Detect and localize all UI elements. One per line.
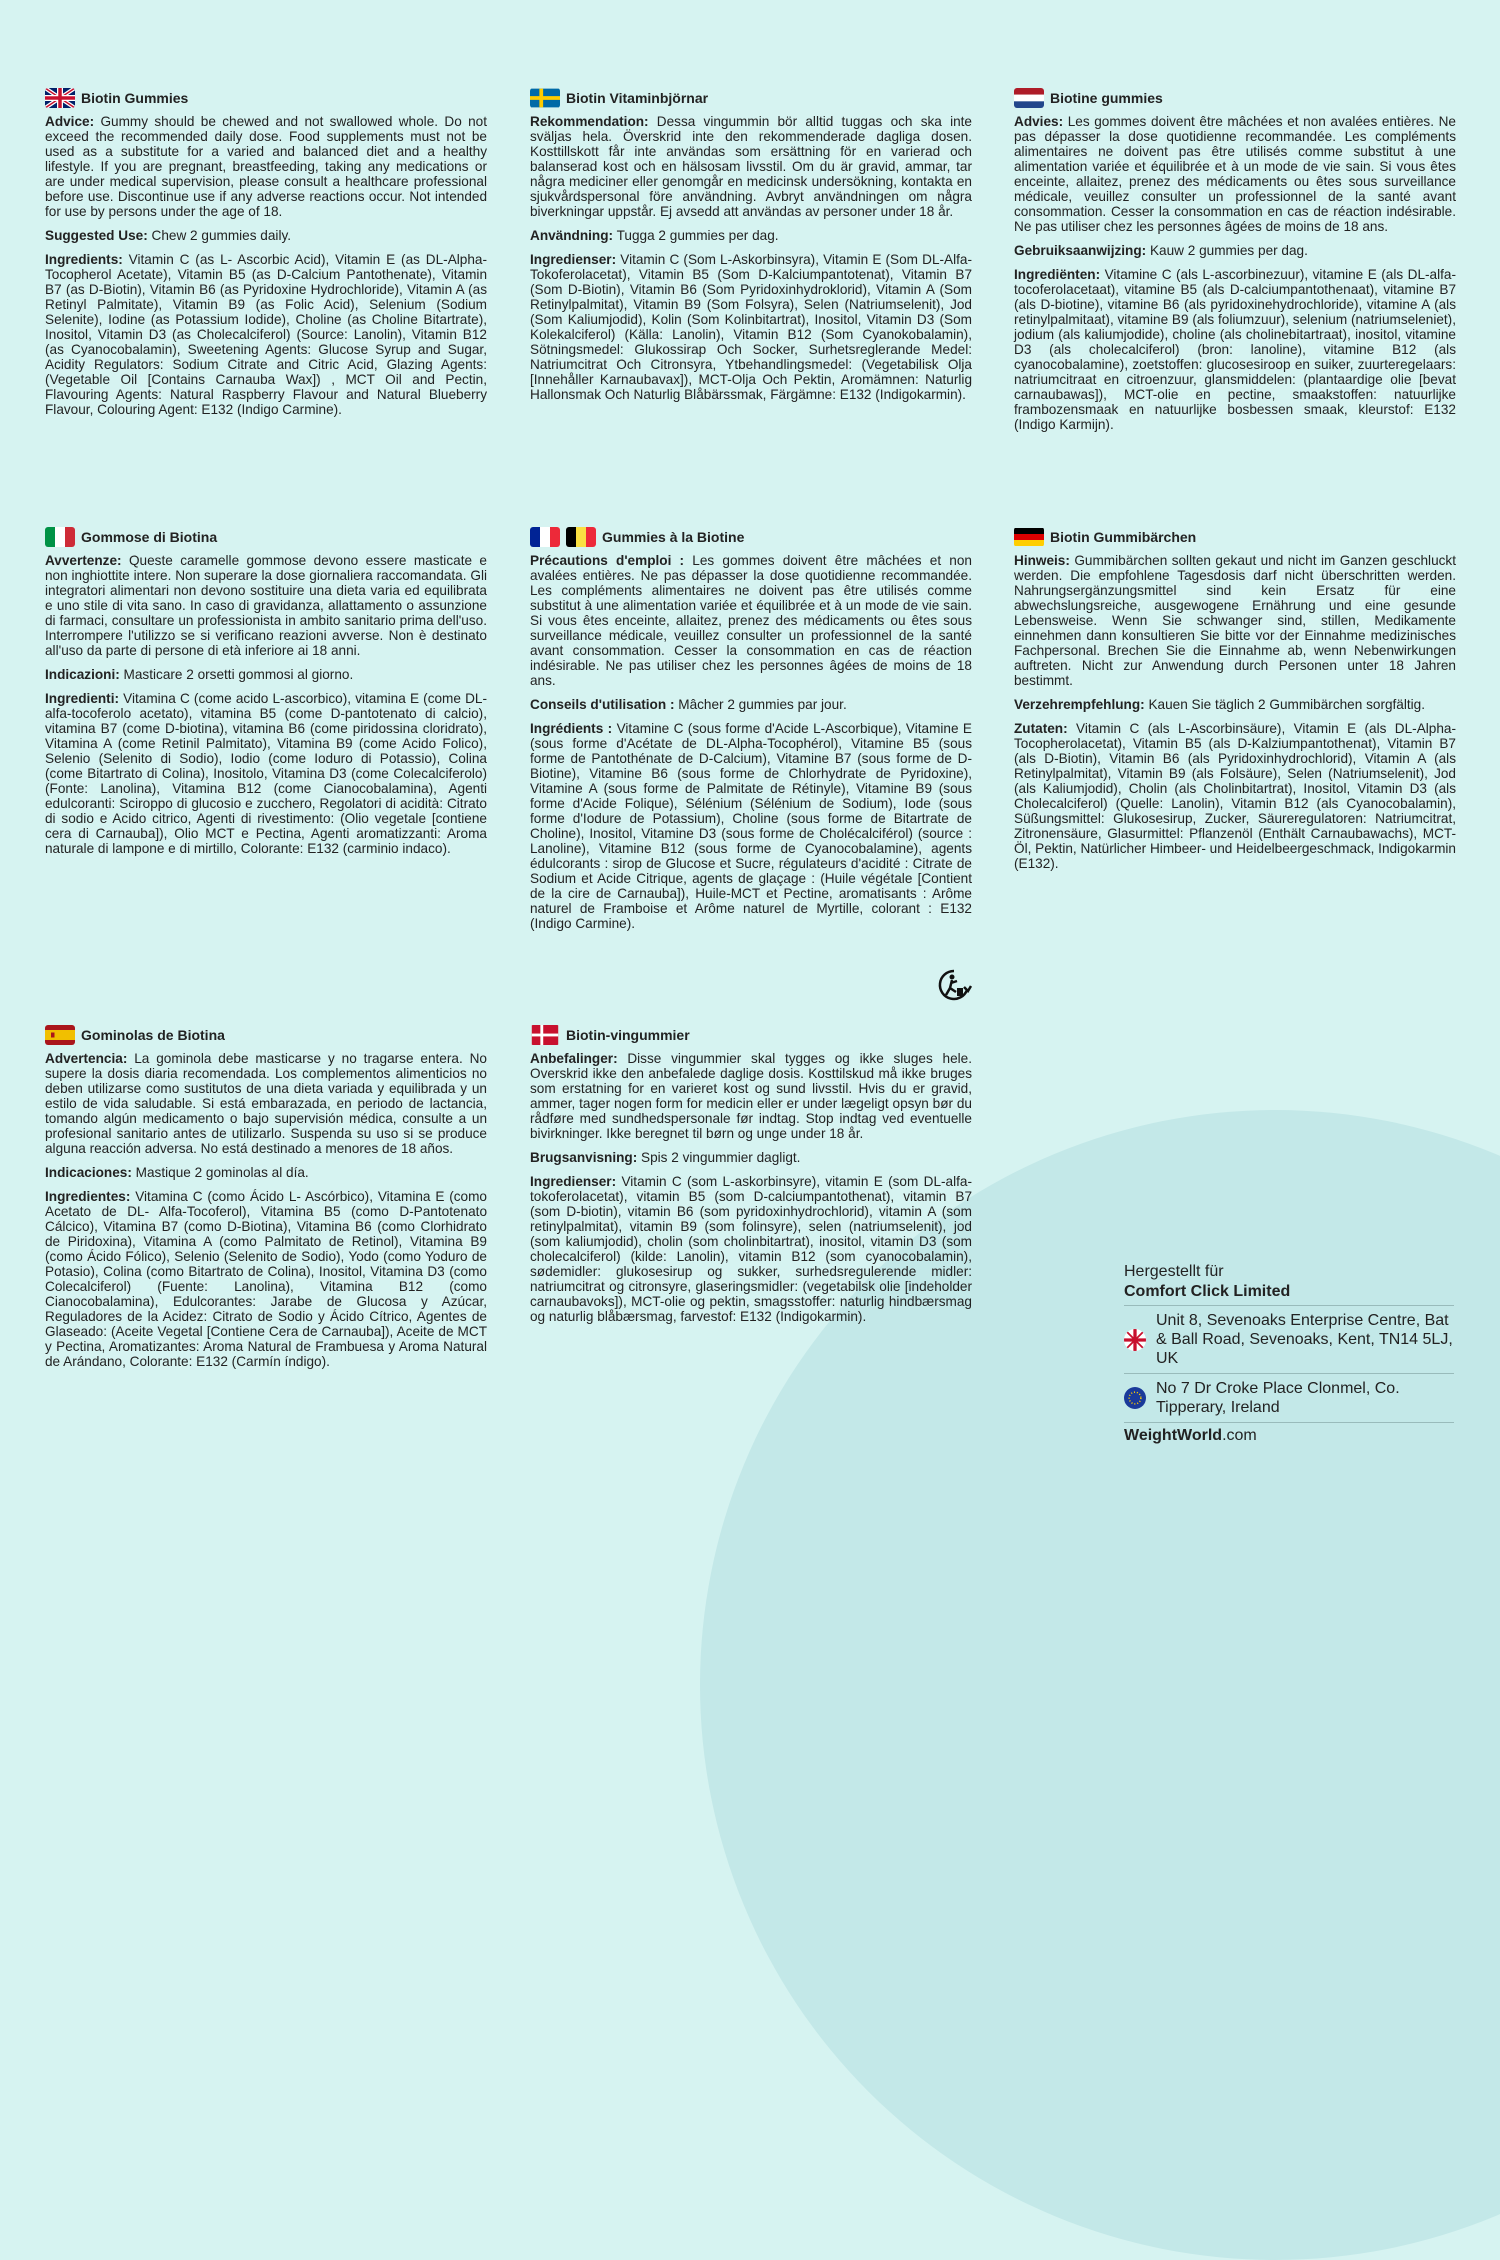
website[interactable]: WeightWorld.com	[1124, 1427, 1257, 1444]
section-de	[1014, 527, 1456, 880]
advice-paragraph: Rekommendation: Dessa vingummin bör alltid tuggas och ska inte sväljas hela. Överskrid inte den rekommenderade dagliga dosen. Kosttillskott får inte användas som ersättning för en varierad och balanserad kost och en hälsosam livsstil. Om du är gravid, ammar, tar några mediciner eller genomgår en medicinsk undersökning, kontakta en sjukvårdspersonal före användning. Avbryt användningen om några biverkningar uppstår. Ej avsedd att användas av personer under 18 år.	[530, 114, 972, 219]
section-header	[530, 88, 972, 108]
advice-paragraph: Advies: Les gommes doivent être mâchées et non avalées entières. Ne pas dépasser la dose quotidienne recommandée. Les compléments alimentaires ne doivent pas être utilisés comme substitut à une alimentation variée et équilibrée et à un mode de vie sain. Si vous êtes enceinte, allaitez, prenez des médicaments ou êtes sous surveillance médicale, veuillez consulter un professionnel de la santé avant consommation. Cesser la consommation en cas de réaction indésirable. Ne pas utiliser chez les personnes âgées de moins de 18 ans.	[1014, 114, 1456, 234]
netherlands-flag-icon	[1014, 88, 1044, 108]
advice-paragraph: Anbefalinger: Disse vingummier skal tygges og ikke sluges hele. Overskrid ikke den anbefalede daglige dosis. Kosttilskud må ikke bruges som erstatning for en varieret kost og sund livsstil. Hvis du er gravid, ammer, tager nogen form for medicin eller er under lægeligt opsyn bør du rådføre med sundhedspersonale før indtag. Stop indtag ved eventuelle bivirkninger. Ikke beregnet til børn og unge under 18 år.	[530, 1051, 972, 1141]
ingredients-paragraph: Ingredientes: Vitamina C (como Ácido L- Ascórbico), Vitamina E (como Acetato de DL- Alfa-Tocoferol), Vitamina B5 (como D-Pantotenato Cálcico), Vitamina B7 (como D-Biotina), Vitamina B6 (como Clorhidrato de Piridoxina), Vitamina A (como Palmitato de Retinol), Vitamina B9 (como Ácido Fólico), Selenio (Selenito de Sodio), Yodo (como Yoduro de Potasio), Colina (como Bitartrato de Colina), Inositol, Vitamina D3 (como Colecalciferol) (Fuente: Lanolina), Vitamina B12 (como Cianocobalamina), Edulcorantes: Jarabe de Glucosa y Azúcar, Reguladores de la Acidez: Citrato de Sodio y Ácido Cítrico, Agentes de Glaseado: (Aceite Vegetal [Contiene Cera de Carnauba]), Aceite de MCT y Pectina, Aromatizantes: Aroma Natural de Frambuesa y Aroma Natural de Arándano, Colorante: E132 (Carmín índigo).	[45, 1189, 487, 1369]
eu-address-text: No 7 Dr Croke Place Clonmel, Co. Tipperary, Ireland	[1156, 1380, 1400, 1416]
section-fr	[530, 527, 972, 940]
section-nl	[1014, 88, 1456, 441]
advice-paragraph: Advertencia: La gominola debe masticarse y no tragarse entera. No supere la dosis diaria recomendada. Los complementos alimenticios no deben utilizarse como sustitutos de una dieta variada y equilibrada y un estilo de vida saludable. Si está embarazada, en periodo de lactancia, tomando algún medicamento o bajo supervisión médica, consulte a un profesional sanitario antes de utilizarlo. Suspenda su uso si se produce alguna reacción adversa. No está destinado a menores de 18 años.	[45, 1051, 487, 1156]
advice-paragraph: Précautions d'emploi : Les gommes doivent être mâchées et non avalées entières. Ne pas dépasser la dose quotidienne recommandée. Les compléments alimentaires ne doivent pas être utilisés comme substitut à une alimentation variée et équilibrée et à un mode de vie sain. Si vous êtes enceinte, allaitez, prenez des médicaments ou êtes sous surveillance médicale, veuillez consulter un professionnel de la santé avant consommation. Cesser la consommation en cas de réaction indésirable. Ne pas utiliser chez les personnes âgées de moins de 18 ans.	[530, 553, 972, 688]
usage-paragraph: Indicazioni: Masticare 2 orsetti gommosi al giorno.	[45, 667, 354, 682]
made-for-label: Hergestellt für	[1124, 1263, 1224, 1280]
section-header	[45, 88, 487, 108]
ingredients-paragraph: Zutaten: Vitamin C (als L-Ascorbinsäure), Vitamin E (als DL-Alpha-Tocopherolacetat), Vitamin B5 (als D-Kalziumpantothenat), Vitamin B7 (als D-Biotin), Vitamin B6 (als Pyridoxinhydrochlorid), Vitamin A (als Retinylpalmitat), Vitamin B9 (als Folsäure), Selen (Natriumselenit), Jod (als Kaliumjodid), Cholin (als Cholinbitartrat), Inositol, Vitamin D3 (als Cholecalciferol) (Quelle: Lanolin), Vitamin B12 (als Cyanocobalamin), Süßungsmittel: Glukosesirup, Zucker, Säureregulatoren: Natriumcitrat, Zitronensäure, Glasurmittel: Pflanzenöl (Enthält Carnaubawachs), MCT-Öl, Pektin, Natürlicher Himbeer- und Heidelbeergeschmack, Indigokarmin (E132).	[1014, 721, 1456, 871]
recycle-icon	[936, 968, 972, 1002]
usage-paragraph: Conseils d'utilisation : Mâcher 2 gummies par jour.	[530, 697, 847, 712]
section-title: Biotin Gummies	[81, 89, 189, 106]
manufacturer-footer	[1124, 1262, 1454, 1445]
eu-address	[1124, 1374, 1454, 1423]
belgium-flag-icon	[566, 527, 596, 547]
uk-flag-icon	[45, 88, 75, 108]
uk-address-text: Unit 8, Sevenoaks Enterprise Centre, Bat & Ball Road, Sevenoaks, Kent, TN14 5LJ, UK	[1156, 1312, 1453, 1367]
usage-paragraph: Gebruiksaanwijzing: Kauw 2 gummies per dag.	[1014, 243, 1308, 258]
ingredients-paragraph: Ingrediënten: Vitamine C (als L-ascorbinezuur), vitamine E (als DL-alfa-tocoferolacetaat), vitamine B5 (als D-calciumpantothenaat), vitamine B7 (als D-biotine), vitamine B6 (als pyridoxinehydrochloride), vitamine A (als retinylpalmitaat), vitamine B9 (als foliumzuur), selenium (natriumseleniet), jodium (als kaliumjodide), choline (als cholinebitartraat), inositol, vitamine D3 (als cholecalciferol) (bron: lanoline), vitamine B12 (als cyanocobalamine), zoetstoffen: glucosesiroop en suiker, zuurteregelaars: natriumcitraat en citroenzuur, glansmiddelen: (plantaardige olie [bevat carnaubawas]), MCT-olie en pectine, smaakstoffen: natuurlijke frambozensmaak en natuurlijke bosbessen smaak, kleurstof: E132 (Indigo Karmijn).	[1014, 267, 1456, 432]
germany-flag-icon	[1014, 527, 1044, 547]
section-header	[1014, 88, 1456, 108]
usage-paragraph: Brugsanvisning: Spis 2 vingummier dagligt.	[530, 1150, 801, 1165]
advice-paragraph: Advice: Gummy should be chewed and not swallowed whole. Do not exceed the recommended daily dose. Food supplements must not be used as a substitute for a varied and balanced diet and a healthy lifestyle. If you are pregnant, breastfeeding, taking any medications or are under medical supervision, please consult a healthcare professional before use. Discontinue use if any adverse reactions occur. Not intended for use by persons under the age of 18.	[45, 114, 487, 219]
section-header	[530, 527, 972, 547]
usage-paragraph: Verzehrempfehlung: Kauen Sie täglich 2 Gummibärchen sorgfältig.	[1014, 697, 1426, 712]
italy-flag-icon	[45, 527, 75, 547]
sweden-flag-icon	[530, 88, 560, 108]
section-title: Biotine gummies	[1050, 89, 1163, 106]
section-header	[530, 1025, 972, 1045]
section-title: Gominolas de Biotina	[81, 1026, 225, 1043]
section-header	[45, 527, 487, 547]
ingredients-paragraph: Ingrédients : Vitamine C (sous forme d'Acide L-Ascorbique), Vitamine E (sous forme d'Acétate de DL-Alpha-Tocophérol), Vitamine B5 (sous forme de Pantothénate de D-Calcium), Vitamine B7 (sous forme de D-Biotine), Vitamine B6 (sous forme de Chlorhydrate de Pyridoxine), Vitamine A (sous forme de Palmitate de Rétinyle), Vitamine B9 (sous forme d'Acide Folique), Sélénium (Sélénium de Sodium), Iode (sous forme d'Iodure de Potassium), Choline (sous forme de Bitartrate de Choline), Inositol, Vitamine D3 (sous forme de Cholécalciférol) (source : Lanoline), Vitamine B12 (sous forme de Cyanocobalamine), agents édulcorants : sirop de Glucose et Sucre, régulateurs d'acidité : Citrate de Sodium et Acide Citrique, agents de glaçage : (Huile végétale [Contient de la cire de Carnauba]), Huile-MCT et Pectine, aromatisants : Arôme naturel de Framboise et Arôme naturel de Myrtille, colorant : E132 (Indigo Carmine).	[530, 721, 972, 931]
section-header	[45, 1025, 487, 1045]
section-da	[530, 1025, 972, 1333]
uk-flag-icon	[1124, 1329, 1146, 1351]
section-title: Biotin-vingummier	[566, 1026, 690, 1043]
advice-paragraph: Avvertenze: Queste caramelle gommose devono essere masticate e non inghiottite intere. Non superare la dose giornaliera raccomandata. Gli integratori alimentari non devono sostituire una dieta varia ed equilibrata e uno stile di vita sano. In caso di gravidanza, allattamento o assunzione di farmaci, consultare un professionista in ambito sanitario prima dell'uso. Interrompere l'utilizzo se si verificano reazioni avverse. Non è destinato all'uso da parte di persone di età inferiore ai 18 anni.	[45, 553, 487, 658]
spain-flag-icon	[45, 1025, 75, 1045]
france-flag-icon	[530, 527, 560, 547]
company-name: Comfort Click Limited	[1124, 1282, 1454, 1306]
ingredients-paragraph: Ingredienti: Vitamina C (come acido L-ascorbico), vitamina E (come DL-alfa-tocoferolo acetato), vitamina B5 (come D-pantotenato di calcio), vitamina B7 (come D-biotina), vitamina B6 (come piridossina cloridrato), Vitamina A (come Retinil Palmitato), Vitamina B9 (come Acido Folico), Selenio (Selenito di Sodio), Iodio (come Ioduro di Potassio), Colina (come Bitartrato di Colina), Inositolo, Vitamina D3 (come Colecalciferolo) (Fonte: Lanolina), Vitamina B12 (come Cianocobalamina), Agenti edulcoranti: Sciroppo di glucosio e zucchero, Regolatori di acidità: Citrato di sodio e Acido citrico, Agenti di rivestimento: (Olio vegetale [contiene cera di Carnauba]), Olio MCT e Pectina, Agenti aromatizzanti: Aroma naturale di lampone e di mirtillo, Colorante: E132 (carminio indaco).	[45, 691, 487, 856]
section-title: Biotin Gummibärchen	[1050, 528, 1197, 545]
section-title: Biotin Vitaminbjörnar	[566, 89, 709, 106]
ingredients-paragraph: Ingredienser: Vitamin C (Som L-Askorbinsyra), Vitamin E (Som DL-Alfa-Tokoferolacetat), Vitamin B5 (Som D-Kalciumpantotenat), Vitamin B7 (Som D-Biotin), Vitamin B6 (Som Pyridoxinhydroklorid), Vitamin A (Som Retinylpalmitat), Vitamin B9 (Som Folsyra), Selen (Natriumselenit), Jod (Som Kaliumjodid), Kolin (Som Kolinbitartrat), Inositol, Vitamin D3 (Som Kolekalciferol) (Källa: Lanolin), Vitamin B12 (Som Cyanokobalamin), Sötningsmedel: Glukossirap Och Socker, Surhetsreglerande Medel: Natriumcitrat Och Citronsyra, Ytbehandlingsmedel: (Vegetabilisk Olja [Innehåller Karnaubavax]), MCT-Olja Och Pektin, Aromämnen: Naturlig Hallonsmak Och Naturlig Blåbärssmak, Färgämne: E132 (Indigokarmin).	[530, 252, 972, 402]
denmark-flag-icon	[530, 1025, 560, 1045]
section-title: Gommose di Biotina	[81, 528, 218, 545]
section-header	[1014, 527, 1456, 547]
eu-flag-icon	[1124, 1387, 1146, 1409]
ingredients-paragraph: Ingredienser: Vitamin C (som L-askorbinsyre), vitamin E (som DL-alfa-tokoferolacetat), vitamin B5 (som D-calciumpantothenat), vitamin B7 (som D-biotin), vitamin B6 (som pyridoxinhydrochlorid), vitamin A (som retinylpalmitat), vitamin B9 (som folinsyre), selen (natriumselenit), jod (som kaliumjodid), cholin (som cholinbitartrat), inositol, vitamin D3 (som cholecalciferol) (kilde: Lanolin), vitamin B12 (som cyanocobalamin), sødemidler: glukosesirup og sukker, surhedsregulerende midler: natriumcitrat og citronsyre, glaseringsmidler: (vegetabilsk olie [indeholder carnaubavoks]), MCT-olie og pektin, smagsstoffer: naturlig hindbærsmag og naturlig blåbærsmag, farvestof: E132 (Indigokarmin).	[530, 1174, 972, 1324]
advice-paragraph: Hinweis: Gummibärchen sollten gekaut und nicht im Ganzen geschluckt werden. Die empfohlene Tagesdosis darf nicht überschritten werden. Nahrungsergänzungsmittel sind kein Ersatz für eine abwechslungsreiche, ausgewogene Ernährung und eine gesunde Lebensweise. Wenn Sie schwanger sind, stillen, Medikamente einnehmen dann konsultieren Sie bitte vor der Einnahme medizinisches Fachpersonal. Brechen Sie die Einnahme ab, wenn Nebenwirkungen auftreten. Nicht zur Anwendung durch Personen unter 18 Jahren bestimmt.	[1014, 553, 1456, 688]
usage-paragraph: Användning: Tugga 2 gummies per dag.	[530, 228, 779, 243]
section-it	[45, 527, 487, 865]
section-title: Gummies à la Biotine	[602, 528, 745, 545]
section-sv	[530, 88, 972, 411]
usage-paragraph: Indicaciones: Mastique 2 gominolas al día.	[45, 1165, 309, 1180]
section-en	[45, 88, 487, 426]
ingredients-paragraph: Ingredients: Vitamin C (as L- Ascorbic Acid), Vitamin E (as DL-Alpha-Tocopherol Acetate), Vitamin B5 (as D-Calcium Pantothenate), Vitamin B7 (as D-Biotin), Vitamin B6 (as Pyridoxine Hydrochloride), Vitamin A (as Retinyl Palmitate), Vitamin B9 (as Folic Acid), Selenium (Sodium Selenite), Iodine (as Potassium Iodide), Choline (as Choline Bitartrate), Inositol, Vitamin D3 (as Cholecalciferol) (Source: Lanolin), Vitamin B12 (as Cyanocobalamin), Sweetening Agents: Glucose Syrup and Sugar, Acidity Regulators: Sodium Citrate and Citric Acid, Glazing Agents: (Vegetable Oil [Contains Carnauba Wax]) , MCT Oil and Pectin, Flavouring Agents: Natural Raspberry Flavour and Natural Blueberry Flavour, Colouring Agent: E132 (Indigo Carmine).	[45, 252, 487, 417]
usage-paragraph: Suggested Use: Chew 2 gummies daily.	[45, 228, 292, 243]
uk-address	[1124, 1306, 1454, 1374]
section-es	[45, 1025, 487, 1378]
